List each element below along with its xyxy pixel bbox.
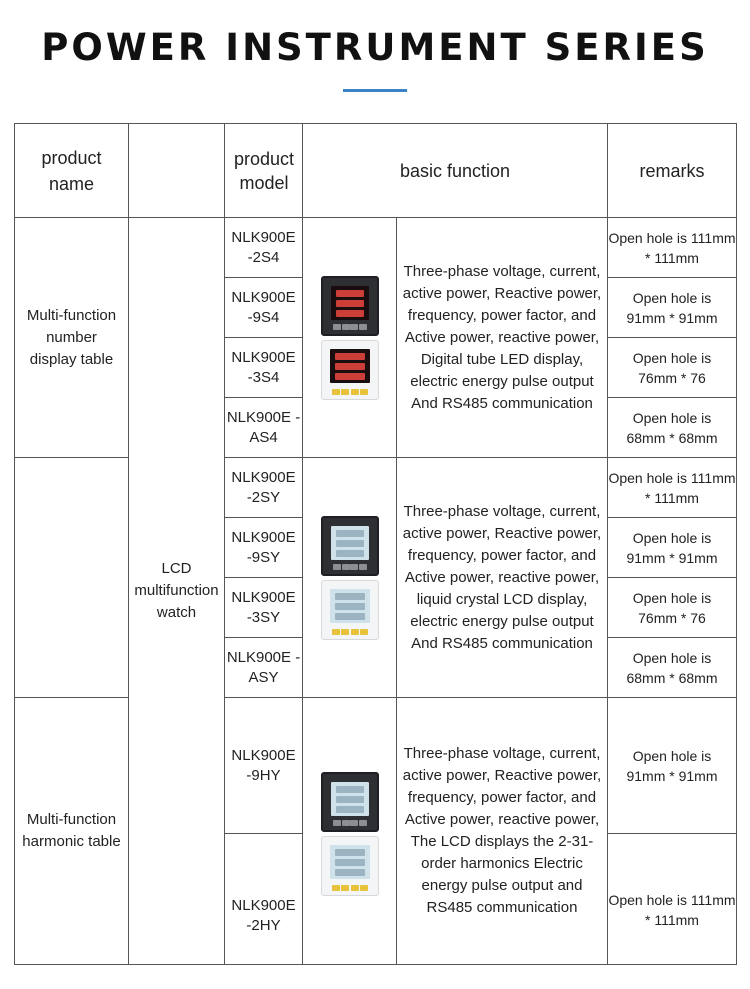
model-cell: NLK900E -AS4 [226, 409, 301, 446]
page-title: POWER INSTRUMENT SERIES [41, 26, 709, 69]
remark-cell: Open hole is 111mm * 111mm [608, 229, 736, 266]
title-underline [343, 89, 407, 92]
model-cell: NLK900E -2HY [231, 897, 296, 934]
model-cell: NLK900E -9SY [231, 529, 296, 566]
header-basic-function: basic function [399, 160, 511, 181]
harmonic-meter-image [303, 698, 396, 964]
remark-cell: Open hole is 111mm * 111mm [608, 892, 736, 928]
model-cell: NLK900E -9S4 [231, 289, 296, 326]
function-description: Three-phase voltage, current, active power, Reactive power, frequency, power factor, and Active power, reactive power, The LCD displays the 2-31-order harmonics Electric energy pulse output and RS485 communication [402, 745, 602, 916]
function-description: Three-phase voltage, current, active power, Reactive power, frequency, power factor, and Active power, reactive power, Digital tube LED display, electric energy pulse output And RS485 communication [402, 262, 602, 412]
lcd-meter-image [303, 458, 396, 697]
model-cell: NLK900E -3S4 [231, 349, 296, 386]
model-cell: NLK900E -2SY [231, 469, 296, 506]
product-name-lcd-group [15, 458, 128, 697]
function-description: Three-phase voltage, current, active power, Reactive power, frequency, power factor, and Active power, reactive power, liquid crystal LCD display, electric energy pulse output And RS485 communication [402, 502, 602, 652]
product-name-number-display: Multi-function number display table [26, 306, 117, 368]
remark-cell: Open hole is 91mm * 91mm [626, 289, 718, 326]
remark-cell: Open hole is 68mm * 68mm [626, 649, 718, 686]
remark-cell: Open hole is 68mm * 68mm [626, 409, 718, 446]
remark-cell: Open hole is 91mm * 91mm [626, 747, 718, 784]
header-product-model: product model [233, 148, 295, 193]
product-name-harmonic: Multi-function harmonic table [22, 811, 121, 850]
model-cell: NLK900E -3SY [231, 589, 296, 626]
model-cell: NLK900E -ASY [226, 649, 301, 686]
model-cell: NLK900E -9HY [231, 746, 296, 784]
remark-cell: Open hole is 76mm * 76 [632, 589, 712, 626]
remark-cell: Open hole is 76mm * 76 [632, 349, 712, 386]
header-remarks: remarks [639, 160, 705, 181]
header-product-name: product name [41, 147, 102, 194]
led-meter-image [303, 218, 396, 457]
model-cell: NLK900E -2S4 [231, 229, 296, 266]
remark-cell: Open hole is 111mm * 111mm [608, 469, 736, 506]
remark-cell: Open hole is 91mm * 91mm [626, 529, 718, 566]
category-cell: LCD multifunction watch [134, 560, 219, 621]
